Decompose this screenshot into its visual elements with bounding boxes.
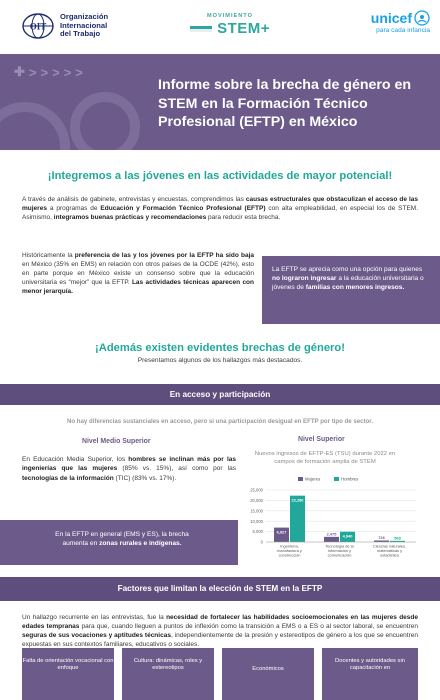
x-tick-label: manufactura y (277, 548, 302, 554)
chevron-right-icon: > (40, 64, 49, 80)
bar-value-label: 726 (378, 534, 385, 540)
text-segment: En Educación Media Superior, los (22, 456, 129, 463)
oit-line-1: Organización (60, 12, 109, 22)
bar-value-label: 2,475 (326, 531, 337, 537)
text-segment: , independientemente de la presión y estereotipos de género a los que se encuentren expuestas en sus contextos familiares, educativos o sociales. (22, 631, 418, 648)
title-banner (0, 54, 440, 150)
bold-text: Las actividades técnicas aparecen con menor jerarquía. (22, 278, 254, 295)
x-tick-label: Tecnología de la (325, 543, 354, 549)
factor-card-culture: Cultura: dinámicas, roles y estereotipos (122, 648, 214, 700)
decor-circle (0, 102, 70, 150)
bar (324, 537, 339, 542)
section2-heading: ¡Además existen evidentes brechas de género! (95, 342, 345, 354)
y-tick-label: 10,000 (250, 518, 263, 524)
bold-text: zonas rurales e indígenas. (99, 540, 182, 547)
chevron-right-icon: > (28, 64, 37, 80)
text-segment: La EFTP se aprecia como una opción para quienes (272, 266, 423, 273)
factors-bar: Factores que limitan la elección de STEM en la EFTP (0, 577, 440, 601)
bold-text: hombres se inclinan más por las ingenierías que las mujeres (22, 456, 236, 473)
text-segment: para reducir esta brecha. (206, 213, 281, 221)
chevron-right-icon: > (75, 64, 83, 80)
stem-logo-big (190, 20, 270, 37)
x-tick-label: Ingeniería, (280, 543, 299, 549)
bold-text: seguras de sus vocaciones y aptitudes técnicas (22, 631, 171, 639)
x-tick-label: construcción (278, 552, 301, 558)
bar-value-label: 568 (394, 535, 401, 541)
x-tick-label: Ciencias naturales, (372, 543, 407, 549)
bar-value-label: 4,940 (342, 533, 353, 539)
plus-icon: ✚ (14, 64, 25, 79)
bold-text: tecnologías de la información (22, 474, 114, 482)
section1-callout (262, 256, 440, 324)
unicef-logo (371, 10, 430, 34)
legend-swatch (298, 477, 303, 481)
stem-flag-icon (190, 26, 212, 32)
section2-callout (0, 520, 238, 565)
access-note: No hay diferencias sustanciales en acceso, pero sí una participación desigual en EFTP por tipo de sector. (66, 418, 374, 425)
text-segment: a la educación universitaria o jóvenes de (272, 275, 424, 291)
stem-logo (190, 13, 270, 37)
y-tick-label: 15,000 (250, 508, 263, 514)
y-tick-label: 25,000 (250, 487, 263, 493)
left-subheading: Nivel Medio Superior (82, 438, 151, 445)
oit-line-2: Internacional (60, 20, 108, 30)
oit-globe-icon (22, 12, 54, 40)
y-tick-label: 0 (260, 539, 263, 545)
bold-text: integramos buenas prácticas y recomendaciones (53, 213, 207, 221)
y-tick-label: 20,000 (250, 498, 263, 503)
factor-card-economic: Económicos (222, 648, 314, 700)
unicef-tagline: para cada infancia (376, 27, 430, 34)
bar-value-label: 22,280 (291, 497, 304, 503)
text-segment: (TIC) (83% vs. 17%). (113, 474, 177, 482)
x-tick-label: matemáticas y (376, 548, 403, 554)
section2-left-paragraph (22, 455, 236, 483)
section3-paragraph (22, 614, 418, 650)
report-title: Informe sobre la brecha de género en STEM en la Formación Técnico Profesional (EFTP) en México (158, 77, 412, 131)
chart-title: Nuevos ingresos de EFTP-ES (TSU) durante 2022 en campos de formación amplia de STEM (254, 451, 396, 465)
page-header (0, 0, 440, 52)
section1-intro (22, 196, 418, 223)
chevron-right-icon: > (52, 64, 60, 80)
legend-swatch (334, 477, 339, 481)
bar-value-label: 6,927 (276, 529, 287, 535)
text-segment: para que, cuando lleguen a puntos de inflexión como la transición a EMS o a ES o al sector laboral, se encuentren (79, 622, 418, 630)
x-tick-label: estadística (380, 552, 399, 558)
x-tick-label: comunicación (327, 552, 352, 558)
stem-logo-text: STEM+ (217, 20, 270, 37)
oit-logo-group (22, 12, 108, 40)
unicef-name-row (371, 10, 430, 26)
legend-label: Hombres (341, 476, 359, 482)
bold-text: no lograron ingresar (272, 275, 337, 282)
bold-text: necesidad de fortalecer las habilidades socioemocionales en las mujeres desde edades tempranas (22, 614, 418, 630)
right-subheading: Nivel Superior (298, 436, 345, 443)
y-tick-label: 5,000 (252, 529, 263, 535)
text-segment: (85% vs. 15%), así como por las (117, 465, 237, 473)
oit-logo-text: OIT (29, 21, 47, 32)
bold-text: familias con menores ingresos. (305, 284, 405, 291)
text-segment: en México (35% en EMS) en relación con otros países de la OCDE (42%), esto en parte porque en México existe un consenso sobre que la educación universitaria es “mejor” que la EFTP. (22, 260, 254, 286)
chevron-right-icon: > (63, 64, 72, 80)
unicef-name: unicef (370, 10, 412, 26)
bold-text: Educación y Formación Técnico Profesional (EFTP) (100, 204, 266, 212)
text-segment: Un hallazgo recurrente en las entrevistas, fue la (22, 614, 167, 621)
section1-left-paragraph (22, 252, 254, 297)
text-segment: Históricamente la (22, 252, 75, 259)
factor-card-orientation: Falta de orientación vocacional con enfoque (22, 648, 114, 700)
unicef-globe-icon (414, 10, 430, 26)
text-segment: A través de análisis de gabinete, entrevistas y encuestas, comprendimos las (22, 196, 246, 203)
oit-name (60, 13, 108, 39)
access-bar: En acceso y participación (0, 384, 440, 405)
text-segment: a programas de (46, 204, 101, 212)
oit-line-3: del Trabajo (60, 29, 101, 39)
bold-text: causas estructurales que obstaculizan el acceso de las mujeres (22, 196, 418, 212)
legend-label: Mujeres (305, 476, 321, 482)
decor-circle (70, 92, 140, 150)
x-tick-label: información y (327, 548, 352, 554)
text-segment: con alta empleabilidad, en especial los de STEM. Asimismo, (22, 204, 418, 221)
section1-heading: ¡Integremos a las jóvenes en las actividades de mayor potencial! (47, 170, 393, 182)
text-segment: En la EFTP en general (EMS y ES), la brecha aumenta en (55, 531, 189, 547)
section2-subheading: Presentamos algunos de los hallazgos más destacados. (137, 357, 303, 364)
stem-logo-small: MOVIMIENTO (207, 13, 253, 19)
banner-decoration (14, 64, 83, 80)
bar-chart (236, 474, 422, 574)
factor-card-teachers: Docentes y autoridades sin capacitación en (322, 648, 418, 700)
bold-text: preferencia de las y los jóvenes por la EFTP ha sido baja (74, 252, 254, 259)
